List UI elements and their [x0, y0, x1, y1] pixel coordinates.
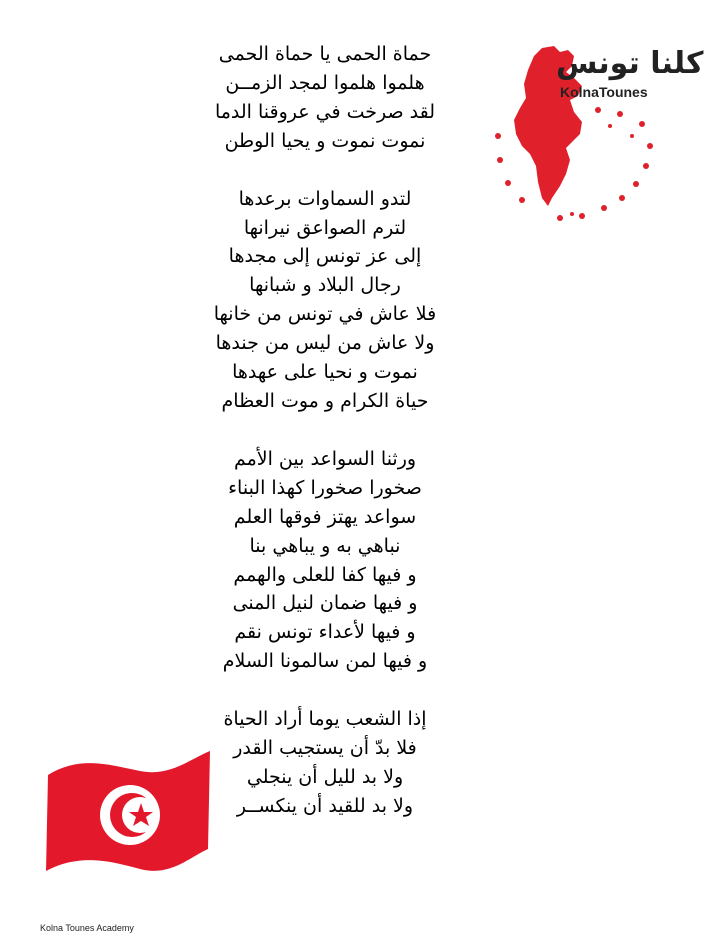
poem-line: رجال البلاد و شبانها	[249, 274, 401, 297]
poem-line: إلى عز تونس إلى مجدها	[228, 245, 422, 268]
poem-line: نموت نموت و يحيا الوطن	[224, 129, 426, 152]
poem-line: ولا بد للقيد أن ينكســر	[236, 794, 414, 817]
poem-line: هلموا هلموا لمجد الزمــن	[225, 71, 425, 94]
poem-line: فلا بدّ أن يستجيب القدر	[233, 737, 417, 760]
stanza	[200, 445, 450, 676]
poem-line: ولا بد لليل أن ينجلي	[246, 765, 404, 788]
poem-line: و فيها ضمان لنيل المنى	[232, 592, 418, 615]
poem-line: فلا عاش في تونس من خانها	[213, 303, 437, 326]
poem-line: ولا عاش من ليس من جندها	[215, 332, 435, 355]
tunisia-flag	[40, 745, 215, 885]
poem-line: سواعد يهتز فوقها العلم	[233, 505, 417, 528]
anthem-text	[200, 40, 450, 821]
poem-line: حماة الحمى يا حماة الحمى	[218, 43, 432, 65]
tunisia-flag-icon	[40, 745, 215, 885]
poem-line: نباهي به و يباهي بنا	[249, 534, 401, 557]
poem-line: حياة الكرام و موت العظام	[221, 389, 429, 412]
stanza	[200, 185, 450, 416]
poem-line: و فيها لمن سالمونا السلام	[222, 650, 428, 673]
logo-text-arabic: كلنا تونس	[556, 46, 704, 81]
poem-line: لتدو السماوات برعدها	[238, 187, 412, 210]
poem-line: ورثنا السواعد بين الأمم	[233, 447, 417, 470]
poem-line: و فيها كفا للعلى والهمم	[233, 563, 417, 586]
logo-text-english: KolnaTounes	[560, 84, 648, 100]
poem-line: نموت و نحيا على عهدها	[232, 361, 418, 384]
stanza	[200, 705, 450, 821]
stanza	[200, 40, 450, 156]
poem-line: لقد صرخت في عروقنا الدما	[214, 100, 436, 123]
poem-line: و فيها لأعداء تونس نقم	[234, 621, 416, 644]
poem-line: إذا الشعب يوما أراد الحياة	[223, 708, 427, 731]
footer-text: Kolna Tounes Academy	[40, 923, 134, 933]
poem-line: صخورا صخورا كهذا البناء	[228, 476, 422, 499]
poem-line: لترم الصواعق نيرانها	[243, 216, 407, 239]
